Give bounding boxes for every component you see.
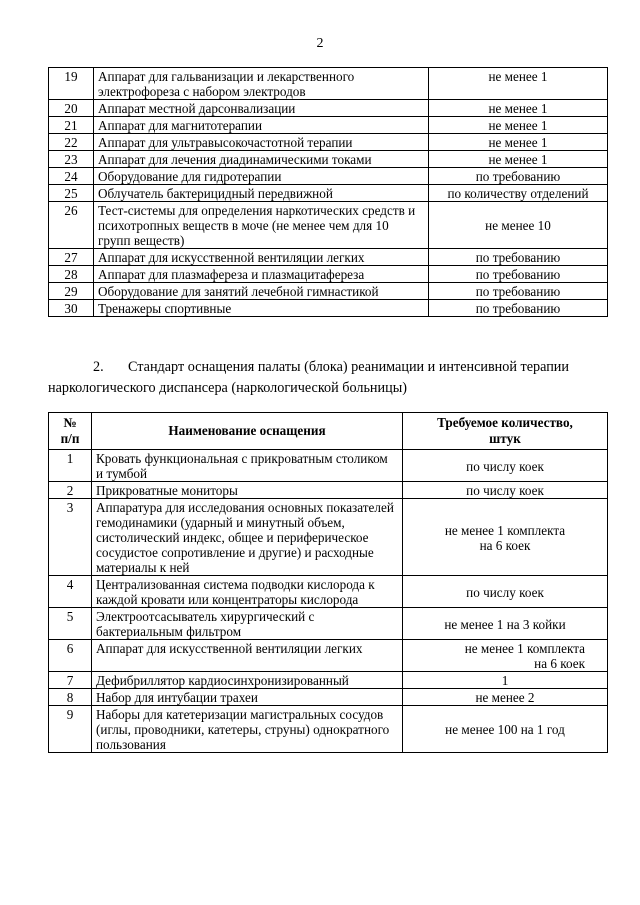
- equipment-name: Аппаратура для исследования основных показателей гемодинамики (ударный и минутный объем, систолический индекс, общее и периферическое сосудистое сопротивление и другие) и расходные материалы к ней: [92, 499, 403, 576]
- row-number: 26: [49, 202, 94, 249]
- row-number: 9: [49, 706, 92, 753]
- equipment-name: Централизованная система подводки кислорода к каждой кровати или концентраторы кислорода: [92, 576, 403, 608]
- equipment-table-continued: [48, 67, 608, 317]
- row-number: 21: [49, 117, 94, 134]
- table-row: [49, 706, 608, 753]
- equipment-quantity: [403, 482, 608, 499]
- column-header-number: [49, 413, 92, 450]
- row-number: 7: [49, 672, 92, 689]
- equipment-quantity: не менее 1: [429, 100, 608, 117]
- equipment-quantity: [403, 608, 608, 640]
- table-row: [49, 134, 608, 151]
- table-row: [49, 672, 608, 689]
- table-header-row: [49, 413, 608, 450]
- row-number: 24: [49, 168, 94, 185]
- row-number: 3: [49, 499, 92, 576]
- section-heading: [48, 357, 610, 399]
- icu-equipment-table: [48, 412, 608, 753]
- equipment-name: Тест-системы для определения наркотических средств и психотропных веществ в моче (не менее чем для 10 групп веществ): [94, 202, 429, 249]
- equipment-quantity: не менее 10: [429, 202, 608, 249]
- equipment-quantity: [403, 640, 608, 672]
- equipment-name: Аппарат для искусственной вентиляции легких: [94, 249, 429, 266]
- table-row: [49, 100, 608, 117]
- equipment-name: Оборудование для занятий лечебной гимнастикой: [94, 283, 429, 300]
- row-number: 1: [49, 450, 92, 482]
- column-header-quantity: [403, 413, 608, 450]
- row-number: 20: [49, 100, 94, 117]
- row-number: 8: [49, 689, 92, 706]
- equipment-quantity: по требованию: [429, 168, 608, 185]
- table-row: [49, 185, 608, 202]
- quantity-line1: не менее 1 комплекта: [464, 641, 585, 656]
- section-number: 2.: [93, 359, 104, 375]
- quantity-line1: 1: [501, 673, 509, 688]
- table-row: [49, 68, 608, 100]
- equipment-quantity: [403, 672, 608, 689]
- row-number: 6: [49, 640, 92, 672]
- equipment-quantity: не менее 1: [429, 134, 608, 151]
- header-num-line1: №: [63, 415, 77, 430]
- table-row: [49, 117, 608, 134]
- table-row: [49, 689, 608, 706]
- table-row: [49, 249, 608, 266]
- table-row: [49, 283, 608, 300]
- table-row: [49, 202, 608, 249]
- equipment-name: Кровать функциональная с прикроватным столиком и тумбой: [92, 450, 403, 482]
- quantity-line2: на 6 коек: [534, 656, 585, 671]
- quantity-line1: не менее 1 комплекта: [444, 522, 566, 538]
- header-qty-line2: штук: [489, 431, 521, 446]
- column-header-name: Наименование оснащения: [92, 413, 403, 450]
- quantity-line1: по числу коек: [466, 483, 544, 498]
- header-qty-line1: Требуемое количество,: [437, 415, 573, 430]
- section-title: Стандарт оснащения палаты (блока) реанимации и интенсивной терапии наркологического диспансера (наркологической больницы): [48, 359, 569, 396]
- table-row: [49, 576, 608, 608]
- header-num-line2: п/п: [60, 431, 80, 446]
- equipment-quantity: по требованию: [429, 300, 608, 317]
- row-number: 27: [49, 249, 94, 266]
- equipment-quantity: по требованию: [429, 266, 608, 283]
- table-row: [49, 450, 608, 482]
- table-row: [49, 608, 608, 640]
- quantity-line1: не менее 2: [475, 690, 535, 705]
- equipment-name: Наборы для катетеризации магистральных сосудов (иглы, проводники, катетеры, струны) однократного пользования: [92, 706, 403, 753]
- table-row: [49, 482, 608, 499]
- equipment-name: Прикроватные мониторы: [92, 482, 403, 499]
- table-row: [49, 151, 608, 168]
- equipment-name: Аппарат для магнитотерапии: [94, 117, 429, 134]
- equipment-quantity: [403, 450, 608, 482]
- equipment-name: Аппарат для гальванизации и лекарственного электрофореза с набором электродов: [94, 68, 429, 100]
- equipment-quantity: не менее 1: [429, 68, 608, 100]
- row-number: 22: [49, 134, 94, 151]
- equipment-name: Аппарат для искусственной вентиляции легких: [92, 640, 403, 672]
- equipment-quantity: [403, 689, 608, 706]
- table-row: [49, 266, 608, 283]
- quantity-line2: на 6 коек: [479, 537, 531, 553]
- equipment-quantity: не менее 1: [429, 117, 608, 134]
- equipment-name: Тренажеры спортивные: [94, 300, 429, 317]
- table-row: [49, 640, 608, 672]
- equipment-quantity: [403, 576, 608, 608]
- quantity-line1: по числу коек: [466, 584, 544, 600]
- row-number: 23: [49, 151, 94, 168]
- equipment-name: Дефибриллятор кардиосинхронизированный: [92, 672, 403, 689]
- equipment-name: Оборудование для гидротерапии: [94, 168, 429, 185]
- equipment-name: Аппарат местной дарсонвализации: [94, 100, 429, 117]
- equipment-quantity: [403, 499, 608, 576]
- equipment-quantity: не менее 1: [429, 151, 608, 168]
- row-number: 28: [49, 266, 94, 283]
- row-number: 4: [49, 576, 92, 608]
- row-number: 2: [49, 482, 92, 499]
- row-number: 30: [49, 300, 94, 317]
- equipment-name: Набор для интубации трахеи: [92, 689, 403, 706]
- equipment-name: Облучатель бактерицидный передвижной: [94, 185, 429, 202]
- row-number: 29: [49, 283, 94, 300]
- row-number: 5: [49, 608, 92, 640]
- table-row: [49, 499, 608, 576]
- table-row: [49, 300, 608, 317]
- row-number: 25: [49, 185, 94, 202]
- quantity-line1: не менее 1 на 3 койки: [444, 616, 566, 632]
- quantity-line1: не менее 100 на 1 год: [445, 722, 565, 737]
- equipment-quantity: по количеству отделений: [429, 185, 608, 202]
- page-number: 2: [316, 36, 324, 51]
- equipment-name: Аппарат для ультравысокочастотной терапии: [94, 134, 429, 151]
- equipment-quantity: по требованию: [429, 249, 608, 266]
- equipment-name: Аппарат для плазмафереза и плазмацитафереза: [94, 266, 429, 283]
- quantity-line1: по числу коек: [466, 458, 544, 474]
- table-row: [49, 168, 608, 185]
- equipment-quantity: по требованию: [429, 283, 608, 300]
- equipment-quantity: [403, 706, 608, 753]
- equipment-name: Аппарат для лечения диадинамическими токами: [94, 151, 429, 168]
- row-number: 19: [49, 68, 94, 100]
- equipment-name: Электроотсасыватель хирургический с бактериальным фильтром: [92, 608, 403, 640]
